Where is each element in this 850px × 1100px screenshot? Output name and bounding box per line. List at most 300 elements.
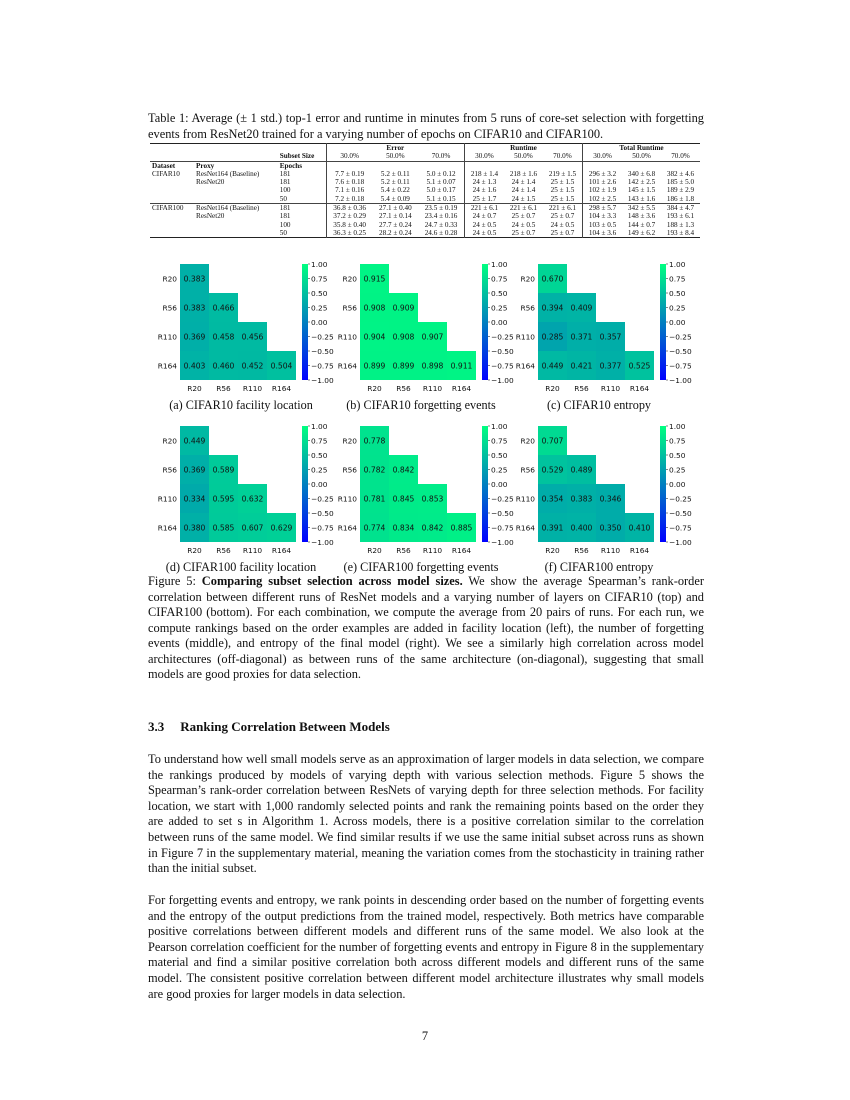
value-cell: 25 ± 0.7 [511,212,536,221]
value-cell: 25 ± 1.5 [550,178,575,187]
value-cell: 221 ± 6.1 [548,204,577,213]
colorbar-tick-label: 0.75 [669,274,686,284]
cell-value: 0.632 [241,494,264,504]
x-tick-label: R164 [271,384,292,393]
colorbar-tick-label: 0.50 [311,289,328,298]
cell-value: 0.377 [599,361,622,371]
colorbar-tick-label: 0.25 [669,465,686,475]
value-cell: 7.7 ± 0.19 [326,170,372,178]
value-cell: 23.4 ± 0.16 [424,212,458,221]
colorbar-tick-label: −0.50 [669,509,692,518]
x-tick-label: R56 [396,384,411,393]
x-tick-label: R164 [451,546,472,555]
colorbar-tick-label: 1.00 [311,422,328,431]
colorbar-tick-label: 0.00 [491,318,508,327]
cell-value: 0.781 [363,494,386,504]
cell-value: 0.458 [212,332,235,342]
table-row [150,170,700,178]
x-tick-label: R164 [629,384,650,393]
x-tick-label: R20 [545,384,560,393]
col-size: 50.0% [632,152,651,161]
dataset-cell [150,195,194,204]
colorbar-tick-label: 0.00 [491,480,508,489]
cell-value: 0.410 [628,523,651,533]
x-tick-label: R164 [271,546,292,555]
header-error: Error [326,144,464,153]
cell-value: 0.899 [392,361,415,371]
cell-value: 0.489 [570,465,593,475]
colorbar-tick-label: −0.25 [491,332,514,342]
x-tick-label: R20 [545,546,560,555]
table-row [150,221,700,229]
epochs-cell: 181 [279,204,291,213]
value-cell: 23.5 ± 0.19 [424,204,458,213]
colorbar-tick-label: −0.75 [311,523,334,533]
y-tick-label: R56 [162,465,177,475]
colorbar-tick-label: −0.50 [311,509,334,518]
x-tick-label: R56 [396,546,411,555]
figure-text: We show the average Spearman’s rank-order correlation between different runs of ResNet models and a varying number of layers on CIFAR10 (top) and CIFAR100 (bottom). For each combination, we compute the average from 20 pairs of runs. For each run, we compute rankings based on the order examples are added in facility location (left), the number of forgetting events (middle), and entropy of the final model (right). We see a similarly high correlation across model architectures (off-diagonal) as between runs of the same architecture (on-diagonal), suggesting that small models are good proxies for data selection. [148,574,704,681]
col-size: 30.0% [464,152,504,161]
col-size: 70.0% [671,152,690,161]
cell-value: 0.460 [212,361,235,371]
value-cell: 384 ± 4.7 [666,204,695,213]
value-cell: 149 ± 6.2 [627,228,656,237]
cell-value: 0.449 [183,436,206,446]
value-cell: 186 ± 1.8 [666,194,695,203]
subfigure-caption: (e) CIFAR100 forgetting events [343,560,499,574]
subfigure-caption: (b) CIFAR10 forgetting events [346,398,496,412]
colorbar-tick-label: −0.50 [491,347,514,356]
cell-value: 0.452 [241,361,264,371]
cell-value: 0.383 [570,494,593,504]
y-tick-label: R164 [337,523,357,533]
value-cell: 24.6 ± 0.28 [424,228,458,237]
colorbar [302,264,308,380]
colorbar-tick-label: 0.75 [669,436,686,446]
proxy-cell: ResNet20 [196,178,225,187]
cell-value: 0.629 [270,523,293,533]
value-cell: 5.4 ± 0.22 [380,186,410,195]
value-cell: 185 ± 5.0 [666,178,695,187]
value-cell: 25 ± 0.7 [550,212,575,221]
epochs-cell: 181 [279,178,291,187]
colorbar-tick-label: 1.00 [669,260,686,269]
figure-title: Comparing subset selection across model sizes. [201,574,463,588]
colorbar-tick-label: −1.00 [669,538,692,547]
value-cell: 5.0 ± 0.12 [426,169,456,178]
y-tick-label: R20 [342,436,357,446]
cell-value: 0.899 [363,361,386,371]
value-cell: 37.2 ± 0.29 [326,212,372,220]
y-tick-label: R110 [157,494,177,504]
value-cell: 382 ± 4.6 [666,169,695,178]
value-cell: 24 ± 1.4 [511,178,536,187]
y-tick-label: R110 [157,332,177,342]
page-number: 7 [421,1029,429,1043]
cell-value: 0.391 [541,523,564,533]
colorbar-tick-label: −0.50 [669,347,692,356]
value-cell: 24 ± 0.5 [511,220,536,229]
value-cell: 28.2 ± 0.24 [379,228,412,237]
table-caption: Table 1: Average (± 1 std.) top-1 error and runtime in minutes from 5 runs of core-set selection with forgetting events from ResNet20 trained for a varying number of epochs on CIFAR10 and CIFAR100. [148,111,704,141]
x-tick-label: R110 [600,546,621,555]
colorbar [660,264,666,380]
y-tick-label: R56 [162,303,177,313]
cell-value: 0.842 [421,523,444,533]
colorbar-tick-label: 0.50 [491,451,508,460]
y-tick-label: R56 [520,465,535,475]
y-tick-label: R56 [342,303,357,313]
y-tick-label: R110 [337,332,357,342]
cell-value: 0.853 [421,494,444,504]
cell-value: 0.400 [570,523,593,533]
cell-value: 0.908 [363,303,386,313]
value-cell: 218 ± 1.6 [509,169,538,178]
colorbar-tick-label: 1.00 [311,260,328,269]
value-cell: 104 ± 3.3 [583,212,623,220]
colorbar-tick-label: 0.50 [669,451,686,460]
col-size: 50.0% [514,152,533,161]
col-size: 30.0% [583,152,623,161]
value-cell: 25 ± 0.7 [550,228,575,237]
x-tick-label: R20 [367,384,382,393]
value-cell: 24 ± 0.7 [464,212,504,220]
value-cell: 24.7 ± 0.33 [424,220,458,229]
colorbar-tick-label: 0.75 [491,436,508,446]
dataset-cell [150,186,194,194]
value-cell: 104 ± 3.6 [583,229,623,238]
colorbar-tick-label: 1.00 [491,260,508,269]
cell-value: 0.285 [541,332,564,342]
value-cell: 25 ± 1.5 [550,194,575,203]
cell-value: 0.595 [212,494,235,504]
cell-value: 0.409 [570,303,593,313]
colorbar-tick-label: 1.00 [491,422,508,431]
value-cell: 25 ± 1.7 [464,195,504,204]
cell-value: 0.782 [363,465,386,475]
epochs-cell: 181 [279,169,291,178]
subfigure-caption: (f) CIFAR100 entropy [544,560,654,574]
value-cell: 24 ± 0.5 [464,221,504,229]
colorbar-tick-label: 0.50 [491,289,508,298]
y-tick-label: R20 [162,436,177,446]
heatmap-4 [148,420,348,555]
proxy-cell: ResNet164 (Baseline) [196,204,260,213]
colorbar-tick-label: −0.50 [311,347,334,356]
cell-value: 0.898 [421,361,444,371]
colorbar-tick-label: −0.25 [669,494,692,504]
value-cell: 24 ± 1.4 [511,186,536,195]
dataset-cell [150,212,194,220]
colorbar-tick-label: 0.75 [311,274,328,284]
epochs-cell: 181 [279,212,291,221]
subfigure-caption: (c) CIFAR10 entropy [546,398,652,412]
col-dataset: Dataset [152,161,176,170]
colorbar-tick-label: 0.00 [669,318,686,327]
dataset-cell [150,229,194,238]
colorbar-tick-label: 0.25 [311,465,328,475]
cell-value: 0.908 [392,332,415,342]
value-cell: 144 ± 0.7 [627,220,656,229]
col-size: 30.0% [326,152,372,161]
epochs-cell: 100 [279,186,291,195]
cell-value: 0.670 [541,274,564,284]
section-heading [148,719,406,735]
cell-value: 0.357 [599,332,622,342]
value-cell: 24 ± 1.3 [464,178,504,186]
header-runtime: Runtime [464,144,582,153]
value-cell: 340 ± 6.8 [627,169,656,178]
colorbar-tick-label: −0.75 [669,523,692,533]
cell-value: 0.354 [541,494,564,504]
value-cell: 27.1 ± 0.40 [379,204,412,213]
cell-value: 0.403 [183,361,206,371]
value-cell: 103 ± 0.5 [583,221,623,229]
colorbar [302,426,308,542]
cell-value: 0.525 [628,361,651,371]
table-row [150,204,700,213]
value-cell: 24 ± 0.5 [464,229,504,238]
table-row [150,178,700,186]
cell-value: 0.449 [541,361,564,371]
value-cell: 7.2 ± 0.18 [326,195,372,204]
cell-value: 0.774 [363,523,386,533]
cell-value: 0.834 [392,523,415,533]
value-cell: 24 ± 0.5 [550,220,575,229]
x-tick-label: R164 [451,384,472,393]
cell-value: 0.466 [212,303,235,313]
cell-value: 0.589 [212,465,235,475]
y-tick-label: R164 [157,523,177,533]
value-cell: 148 ± 3.6 [627,212,656,221]
x-tick-label: R110 [600,384,621,393]
cell-value: 0.346 [599,494,622,504]
cell-value: 0.421 [570,361,593,371]
dataset-cell [150,221,194,229]
colorbar-tick-label: −1.00 [491,538,514,547]
value-cell: 36.8 ± 0.36 [326,204,372,213]
cell-value: 0.369 [183,465,206,475]
figure-label: Figure 5: [148,574,196,588]
value-cell: 221 ± 6.1 [464,204,504,213]
value-cell: 193 ± 8.4 [666,228,695,237]
y-tick-label: R20 [520,436,535,446]
x-tick-label: R56 [216,546,231,555]
value-cell: 27.1 ± 0.14 [379,212,412,221]
epochs-cell: 50 [279,228,287,237]
colorbar-tick-label: 0.00 [669,480,686,489]
colorbar-tick-label: 0.50 [669,289,686,298]
colorbar-tick-label: −0.75 [669,361,692,371]
value-cell: 193 ± 6.1 [666,212,695,221]
cell-value: 0.907 [421,332,444,342]
cell-value: 0.885 [450,523,473,533]
y-tick-label: R110 [515,332,535,342]
colorbar-tick-label: −0.25 [669,332,692,342]
dataset-cell [150,178,194,186]
section-title: Ranking Correlation Between Models [180,719,390,734]
results-table [150,143,700,238]
y-tick-label: R20 [342,274,357,284]
colorbar-tick-label: 0.25 [491,465,508,475]
cell-value: 0.394 [541,303,564,313]
value-cell: 145 ± 1.5 [627,186,656,195]
col-size: 50.0% [386,152,405,161]
value-cell: 102 ± 1.9 [583,186,623,194]
colorbar-tick-label: −1.00 [491,376,514,385]
x-tick-label: R20 [187,546,202,555]
col-epochs: Epochs [279,161,303,170]
epochs-cell: 50 [279,194,287,203]
value-cell: 143 ± 1.6 [627,194,656,203]
y-tick-label: R164 [515,523,535,533]
heatmap-5 [328,420,528,555]
x-tick-label: R164 [629,546,650,555]
value-cell: 5.2 ± 0.11 [380,178,410,187]
cell-value: 0.350 [599,523,622,533]
value-cell: 24 ± 1.5 [511,194,536,203]
table-row [150,212,700,220]
cell-value: 0.504 [270,361,293,371]
heatmap-2 [328,258,528,393]
value-cell: 25 ± 1.5 [550,186,575,195]
table-row [150,229,700,238]
value-cell: 342 ± 5.5 [627,204,656,213]
cell-value: 0.607 [241,523,264,533]
cell-value: 0.369 [183,332,206,342]
x-tick-label: R110 [242,546,263,555]
col-size: 70.0% [431,152,451,161]
value-cell: 5.0 ± 0.17 [426,186,456,195]
value-cell: 7.1 ± 0.16 [326,186,372,194]
colorbar-tick-label: 0.50 [311,451,328,460]
x-tick-label: R56 [216,384,231,393]
proxy-cell [194,229,278,238]
colorbar-tick-label: −1.00 [311,538,334,547]
x-tick-label: R56 [574,546,589,555]
y-tick-label: R56 [342,465,357,475]
value-cell: 5.1 ± 0.15 [426,194,456,203]
cell-value: 0.904 [363,332,386,342]
subfigure-caption: (a) CIFAR10 facility location [169,398,313,412]
y-tick-label: R20 [520,274,535,284]
subfigure-caption: (d) CIFAR100 facility location [165,560,317,574]
x-tick-label: R110 [422,546,443,555]
colorbar-tick-label: 1.00 [669,422,686,431]
x-tick-label: R20 [187,384,202,393]
value-cell: 298 ± 5.7 [583,204,623,213]
cell-value: 0.334 [183,494,206,504]
cell-value: 0.909 [392,303,415,313]
subset-size-label: Subset Size [279,152,315,161]
value-cell: 101 ± 2.6 [583,178,623,186]
value-cell: 24 ± 1.6 [464,186,504,194]
cell-value: 0.383 [183,274,206,284]
value-cell: 221 ± 6.1 [509,204,538,213]
value-cell: 188 ± 1.3 [666,220,695,229]
colorbar-tick-label: −0.25 [311,332,334,342]
heatmap-1 [148,258,348,393]
y-tick-label: R164 [515,361,535,371]
cell-value: 0.707 [541,436,564,446]
colorbar-tick-label: 0.25 [491,303,508,313]
x-tick-label: R56 [574,384,589,393]
heatmap-6 [506,420,706,555]
x-tick-label: R20 [367,546,382,555]
cell-value: 0.529 [541,465,564,475]
colorbar-tick-label: −0.75 [491,523,514,533]
y-tick-label: R164 [157,361,177,371]
paragraph: To understand how well small models serve as an approximation of larger models in data selection, we compare the rankings produced by models of varying depth with various selection methods. Figure 5 shows the Spearman’s rank-order correlation between ResNets of varying depth for three selection methods. For facility location, we start with 1,000 randomly selected points and rank the remaining points based on the order they are added to set s in Algorithm 1. Across models, there is a positive correlation similar to the correlation between runs of the same model. We find similar results if we use the same initial subset across runs as shown in Figure 7 in the supplementary material, meaning the variation comes from the stochasticity in training rather than the initial subset. [148,752,704,876]
value-cell: 7.6 ± 0.18 [326,178,372,186]
colorbar-tick-label: 0.25 [669,303,686,313]
colorbar-tick-label: 0.75 [311,436,328,446]
colorbar-tick-label: −1.00 [669,376,692,385]
dataset-cell: CIFAR10 [152,169,180,178]
cell-value: 0.915 [363,274,386,284]
value-cell: 5.1 ± 0.07 [426,178,456,187]
colorbar [660,426,666,542]
heatmap-3 [506,258,706,393]
cell-value: 0.380 [183,523,206,533]
cell-value: 0.778 [363,436,386,446]
x-tick-label: R110 [242,384,263,393]
colorbar-tick-label: 0.75 [491,274,508,284]
value-cell: 189 ± 2.9 [666,186,695,195]
cell-value: 0.456 [241,332,264,342]
colorbar-tick-label: 0.00 [311,480,328,489]
proxy-cell: ResNet164 (Baseline) [196,169,260,178]
paragraph: For forgetting events and entropy, we rank points in descending order based on the number of forgetting events and the entropy of the output predictions from the trained model, respectively. Both metrics have comparable positive correlations between different models and different runs of the same model. We also look at the Pearson correlation coefficient for the number of forgetting events and entropy in Figure 8 in the supplementary material and find a similar positive correlation both across different models and different runs of the same model. The consistent positive correlation between different model architecture illustrates why small models are good proxies for larger models in data selection. [148,893,704,1001]
y-tick-label: R110 [337,494,357,504]
value-cell: 5.2 ± 0.11 [380,169,410,178]
colorbar [482,264,488,380]
cell-value: 0.585 [212,523,235,533]
colorbar-tick-label: −0.50 [491,509,514,518]
x-tick-label: R110 [422,384,443,393]
cell-value: 0.845 [392,494,415,504]
value-cell: 36.3 ± 0.25 [326,229,372,238]
header-total-runtime: Total Runtime [583,144,701,153]
value-cell: 5.4 ± 0.09 [380,194,410,203]
proxy-cell: ResNet20 [196,212,225,221]
value-cell: 219 ± 1.5 [548,169,577,178]
epochs-cell: 100 [279,220,291,229]
colorbar-tick-label: −0.75 [311,361,334,371]
value-cell: 296 ± 3.2 [583,170,623,178]
y-tick-label: R110 [515,494,535,504]
colorbar-tick-label: 0.25 [311,303,328,313]
col-proxy: Proxy [196,161,215,170]
y-tick-label: R20 [162,274,177,284]
value-cell: 25 ± 0.7 [511,228,536,237]
cell-value: 0.911 [450,361,473,371]
value-cell: 102 ± 2.5 [583,195,623,204]
dataset-cell: CIFAR100 [152,204,184,213]
colorbar [482,426,488,542]
value-cell: 142 ± 2.5 [627,178,656,187]
colorbar-tick-label: −0.25 [311,494,334,504]
value-cell: 218 ± 1.4 [464,170,504,178]
table-row [150,195,700,204]
proxy-cell [194,186,278,194]
cell-value: 0.842 [392,465,415,475]
table-row [150,186,700,194]
figure-caption [148,574,704,683]
cell-value: 0.383 [183,303,206,313]
colorbar-tick-label: 0.00 [311,318,328,327]
